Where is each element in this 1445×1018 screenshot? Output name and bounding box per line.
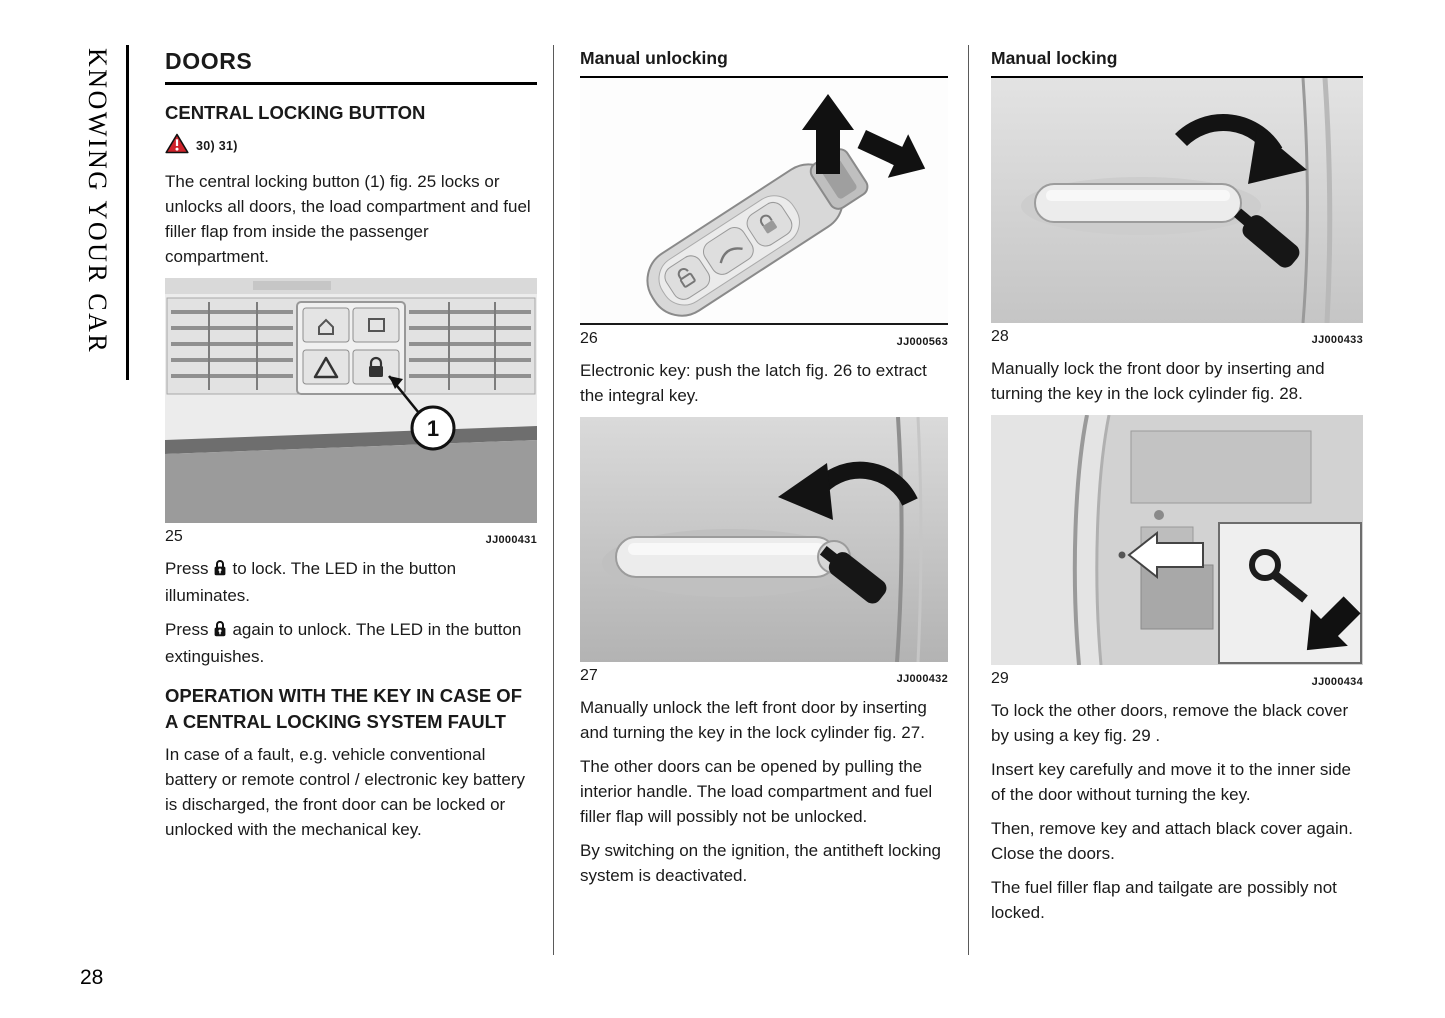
door-edge-lock-illustration (991, 415, 1363, 665)
figure-25-caption (165, 528, 537, 546)
page-number: 28 (80, 966, 104, 989)
figure-28-caption (991, 328, 1363, 346)
figure-26-number: 26 (580, 330, 598, 347)
press-to-unlock-post: again to unlock. The LED in the button extinguishes. (165, 620, 522, 666)
heading-central-locking: CENTRAL LOCKING BUTTON (165, 102, 426, 123)
chapter-side-label: KNOWING YOUR CAR (83, 48, 112, 355)
press-to-lock-paragraph (165, 556, 537, 608)
figure-25-number: 25 (165, 528, 183, 545)
central-locking-paragraph: The central locking button (1) fig. 25 locks or unlocks all doors, the load compartment and fuel filler flap from inside the passenger compartment. (165, 172, 531, 266)
press-to-lock-post: to lock. The LED in the button illuminates. (165, 559, 457, 605)
lock-icon (213, 619, 227, 644)
figure-29-caption (991, 670, 1363, 688)
chapter-side-rule (126, 45, 129, 380)
figure-29 (991, 415, 1363, 665)
insert-key-paragraph: Insert key carefully and move it to the inner side of the door without turning the key. (991, 760, 1352, 804)
key-fault-paragraph: In case of a fault, e.g. vehicle conventional battery or remote control / electronic key battery is discharged, the front door can be locked or unlocked with the mechanical key. (165, 745, 525, 839)
press-to-unlock-pre: Press (165, 620, 209, 639)
center-console-illustration (165, 278, 537, 523)
lock-icon (213, 558, 227, 583)
warning-note-refs: 30) 31) (196, 139, 238, 153)
figure-27-number: 27 (580, 667, 598, 684)
column-manual-unlocking (580, 48, 948, 897)
electronic-key-paragraph: Electronic key: push the latch fig. 26 to extract the integral key. (580, 361, 927, 405)
other-doors-paragraph: The other doors can be opened by pulling the interior handle. The load compartment and fuel filler flap will possibly not be unlocked. (580, 757, 933, 826)
manual-unlock-paragraph: Manually unlock the left front door by inserting and turning the key in the lock cylinder fig. 27. (580, 698, 927, 742)
figure-26 (580, 78, 948, 325)
remove-key-paragraph: Then, remove key and attach black cover again. Close the doors. (991, 819, 1353, 863)
figure-25 (165, 278, 537, 523)
figure-29-number: 29 (991, 670, 1009, 687)
warning-row (165, 133, 537, 159)
ignition-paragraph: By switching on the ignition, the antitheft locking system is deactivated. (580, 841, 941, 885)
figure-27-caption (580, 667, 948, 685)
figure-25-code: JJ000431 (485, 534, 537, 546)
lock-door-handle-illustration (991, 78, 1363, 323)
figure-28-number: 28 (991, 328, 1009, 345)
figure-28-code: JJ000433 (1311, 334, 1363, 346)
section-title-rule (165, 82, 537, 85)
electronic-key-illustration (580, 78, 948, 323)
manual-unlocking-header: Manual unlocking (580, 48, 728, 68)
section-title: DOORS (165, 48, 253, 74)
warning-triangle-icon (165, 133, 189, 159)
figure-27 (580, 417, 948, 662)
column-doors (165, 48, 537, 851)
figure-28 (991, 78, 1363, 323)
figure-25-callout-1: 1 (426, 416, 440, 441)
manual-locking-header: Manual locking (991, 48, 1118, 68)
figure-26-code: JJ000563 (896, 336, 948, 348)
press-to-lock-pre: Press (165, 559, 209, 578)
press-to-unlock-paragraph (165, 617, 537, 669)
figure-27-code: JJ000432 (896, 673, 948, 685)
column-manual-locking (991, 48, 1363, 934)
unlock-door-handle-illustration (580, 417, 948, 662)
column-divider-2 (968, 45, 969, 955)
heading-key-fault-operation: OPERATION WITH THE KEY IN CASE OF A CENTRAL LOCKING SYSTEM FAULT (165, 685, 523, 732)
figure-29-code: JJ000434 (1311, 676, 1363, 688)
column-divider-1 (553, 45, 554, 955)
manual-lock-paragraph: Manually lock the front door by inserting and turning the key in the lock cylinder fig. 28. (991, 359, 1325, 403)
lock-other-doors-paragraph: To lock the other doors, remove the black cover by using a key fig. 29 . (991, 701, 1349, 745)
figure-26-caption (580, 330, 948, 348)
fuel-flap-paragraph: The fuel filler flap and tailgate are possibly not locked. (991, 878, 1337, 922)
